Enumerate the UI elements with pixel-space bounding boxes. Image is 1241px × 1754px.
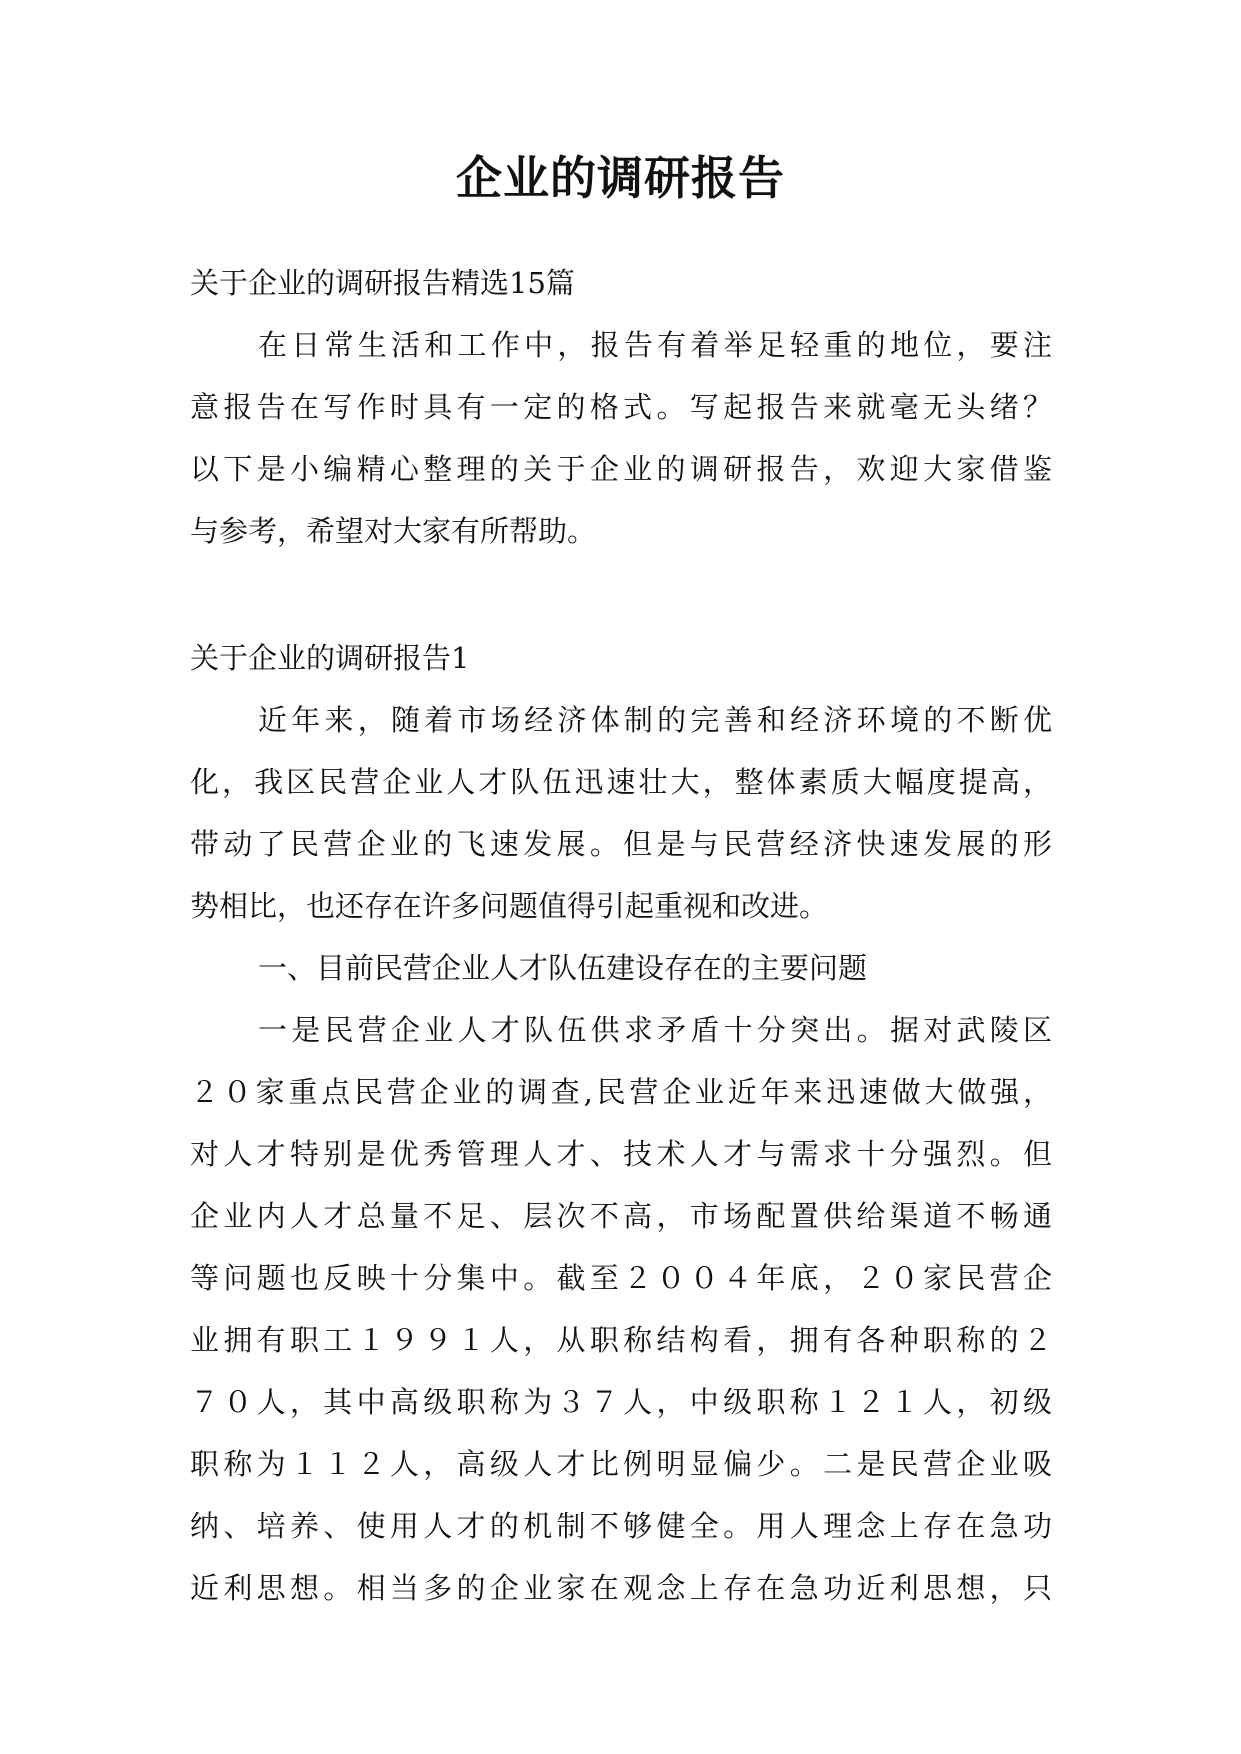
paragraph-line	[190, 751, 1052, 813]
paragraph-line	[190, 1247, 1052, 1309]
paragraph-line-text: ７０人，其中高级职称为３７人，中级职称１２１人，初级	[190, 1385, 1052, 1419]
section-heading: 关于企业的调研报告1	[190, 641, 470, 675]
intro-line	[190, 314, 1052, 376]
paragraph-line	[190, 1557, 1052, 1619]
paragraph-line	[190, 1061, 1052, 1123]
paragraph-line	[190, 999, 1052, 1061]
intro-line-text: 在日常生活和工作中，报告有着举足轻重的地位，要注	[258, 328, 1052, 362]
paragraph-line	[190, 1371, 1052, 1433]
paragraph-line-text: 近年来，随着市场经济体制的完善和经济环境的不断优	[258, 703, 1052, 737]
intro-line	[190, 438, 1052, 500]
paragraph-line	[190, 1309, 1052, 1371]
subheading: 一、目前民营企业人才队伍建设存在的主要问题	[258, 951, 868, 985]
paragraph-line-text: 化，我区民营企业人才队伍迅速壮大，整体素质大幅度提高，	[190, 765, 1052, 799]
paragraph-line	[190, 813, 1052, 875]
paragraph-line-text: 企业内人才总量不足、层次不高，市场配置供给渠道不畅通	[190, 1199, 1052, 1233]
paragraph-line	[190, 689, 1052, 751]
paragraph-line	[190, 1123, 1052, 1185]
intro-block	[190, 252, 1052, 562]
paragraph-line: 势相比，也还存在许多问题值得引起重视和改进。	[190, 889, 829, 923]
paragraph-line-text: 职称为１１２人，高级人才比例明显偏少。二是民营企业吸	[190, 1447, 1052, 1481]
paragraph-line-text: 近利思想。相当多的企业家在观念上存在急功近利思想，只	[190, 1571, 1052, 1605]
paragraph-line-text: 业拥有职工１９９１人，从职称结构看，拥有各种职称的２	[190, 1323, 1052, 1357]
paragraph-line-text: 带动了民营企业的飞速发展。但是与民营经济快速发展的形	[190, 827, 1052, 861]
section-1-block	[190, 627, 1052, 1619]
paragraph-line-text: 一是民营企业人才队伍供求矛盾十分突出。据对武陵区	[258, 1013, 1052, 1047]
paragraph-line	[190, 1433, 1052, 1495]
intro-line	[190, 376, 1052, 438]
document-title: 企业的调研报告	[456, 151, 785, 205]
paragraph-line-text: 等问题也反映十分集中。截至２００４年底，２０家民营企	[190, 1261, 1052, 1295]
paragraph-line	[190, 1495, 1052, 1557]
paragraph-line-text: ２０家重点民营企业的调查,民营企业近年来迅速做大做强，	[190, 1075, 1052, 1109]
paragraph-line-text: 纳、培养、使用人才的机制不够健全。用人理念上存在急功	[190, 1509, 1052, 1543]
intro-line: 与参考，希望对大家有所帮助。	[190, 514, 597, 548]
intro-line-text: 以下是小编精心整理的关于企业的调研报告，欢迎大家借鉴	[190, 452, 1052, 486]
intro-heading: 关于企业的调研报告精选15篇	[190, 266, 575, 300]
paragraph-line	[190, 1185, 1052, 1247]
paragraph-line-text: 对人才特别是优秀管理人才、技术人才与需求十分强烈。但	[190, 1137, 1052, 1171]
intro-line-text: 意报告在写作时具有一定的格式。写起报告来就毫无头绪？	[190, 390, 1052, 424]
